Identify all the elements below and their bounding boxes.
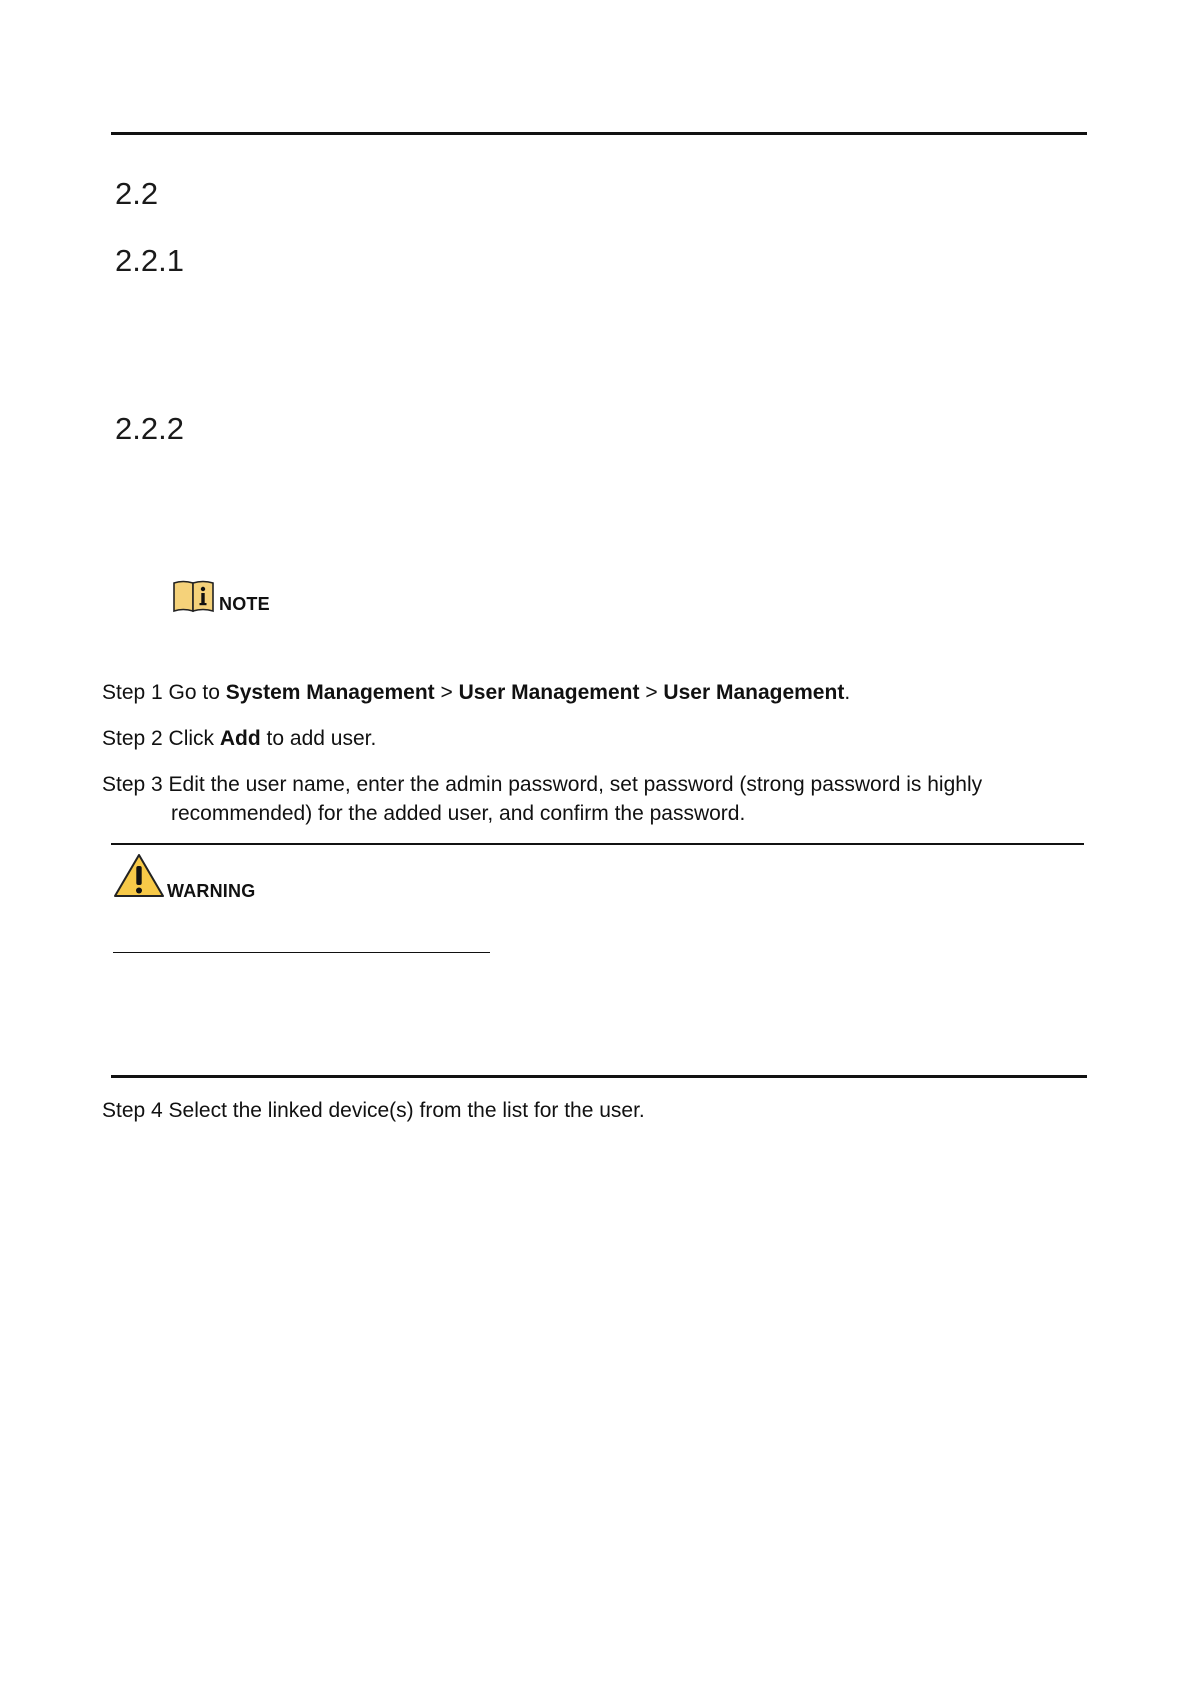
step-1: Step 1 Go to System Management > User Management > User Management. — [102, 681, 851, 704]
step-4: Step 4 Select the linked device(s) from the list for the user. — [102, 1099, 645, 1122]
warning-inner-rule — [113, 952, 490, 953]
warning-triangle-icon — [113, 852, 165, 903]
step-3-line-1: Step 3 Edit the user name, enter the admin password, set password (strong password is highly — [102, 773, 983, 796]
section-heading: 2.2 — [115, 176, 159, 211]
warning-label: WARNING — [167, 881, 256, 901]
step-3 — [102, 770, 982, 828]
info-book-icon — [171, 578, 217, 619]
subsection-heading-1: 2.2.1 — [115, 243, 184, 278]
note-label: NOTE — [219, 594, 270, 614]
warning-top-rule — [111, 843, 1084, 845]
step-3-line-2: recommended) for the added user, and confirm the password. — [171, 802, 746, 825]
step-2: Step 2 Click Add to add user. — [102, 727, 377, 750]
warning-bottom-rule — [111, 1075, 1087, 1078]
top-rule — [111, 132, 1087, 135]
subsection-heading-2: 2.2.2 — [115, 411, 184, 446]
